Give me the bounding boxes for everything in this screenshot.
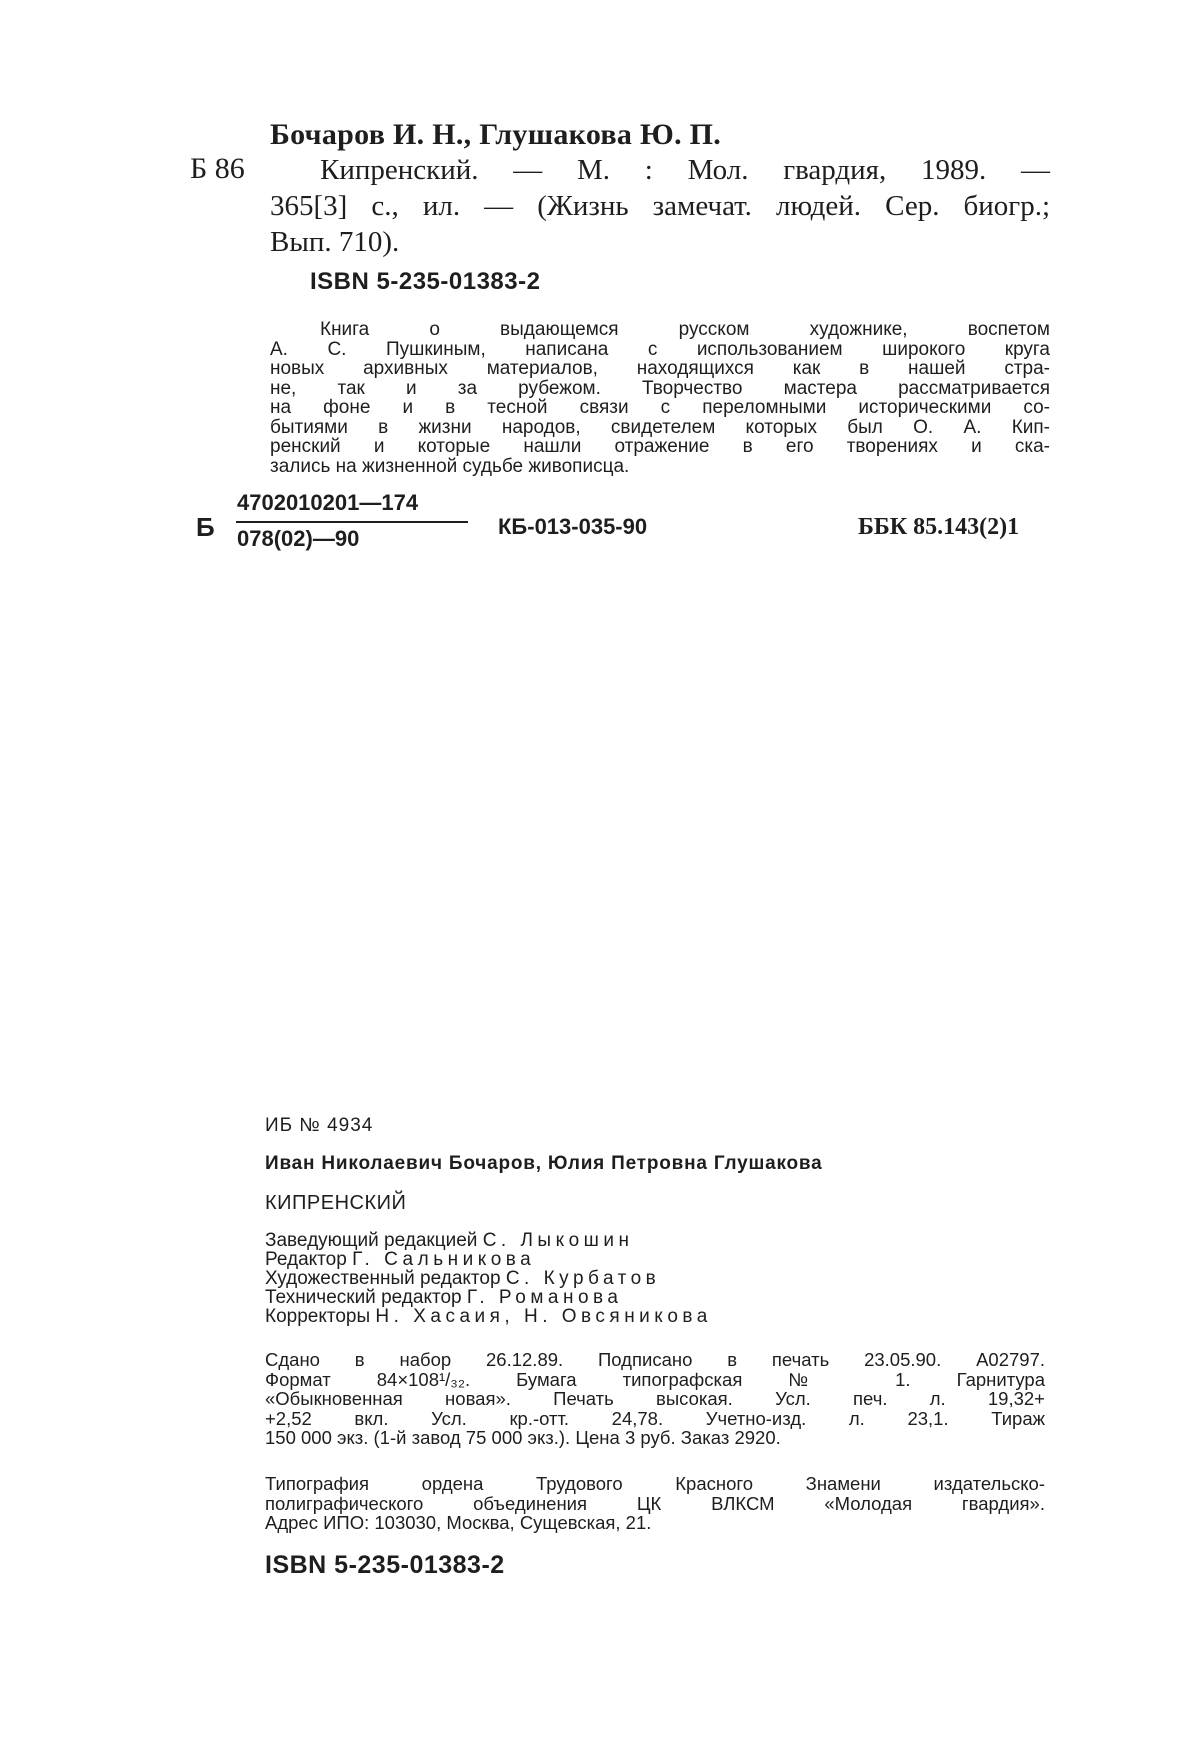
staff-row [265, 1231, 712, 1250]
typography-line: полиграфического объединения ЦК ВЛКСМ «Молодая гвардия». [265, 1492, 1045, 1514]
typography-line: Адрес ИПО: 103030, Москва, Сущевская, 21. [265, 1512, 652, 1533]
typography-address [265, 1474, 1045, 1533]
shelf-mark: Б 86 [190, 152, 245, 185]
annotation-line: зались на жизненной судьбе живописца. [270, 455, 630, 477]
staff-row [265, 1307, 712, 1326]
annotation [270, 320, 1050, 476]
authors-heading: Бочаров И. Н., Глушакова Ю. П. [270, 118, 722, 151]
bibliographic-line: Вып. 710). [270, 226, 400, 258]
staff-row [265, 1288, 712, 1307]
staff-person: Г. Романова [466, 1287, 623, 1308]
annotation-line: ренский и которые нашли отражение в его творениях и ска- [270, 436, 1050, 457]
annotation-line: новых архивных материалов, находящихся как в нашей стра- [270, 358, 1050, 379]
typography-line: Типография ордена Трудового Красного Знамени издательско- [265, 1473, 1045, 1494]
annotation-line: А. С. Пушкиным, написана с использованием широкого круга [270, 338, 1050, 360]
staff-role: Редактор [265, 1249, 347, 1270]
annotation-line: на фоне и в тесной связи с переломными историческими со- [270, 397, 1050, 418]
bbk-code: ББК 85.143(2)1 [858, 514, 1020, 540]
bibliographic-line: Кипренский. — М. : Мол. гвардия, 1989. — [320, 154, 1050, 186]
print-info [265, 1350, 1045, 1448]
staff-person: Н. Хасаия, Н. Овсяникова [375, 1306, 712, 1327]
staff-person: С. Курбатов [505, 1268, 661, 1289]
book-title: КИПРЕНСКИЙ [265, 1192, 407, 1214]
annotation-line: бытиями в жизни народов, свидетелем которых был О. А. Кип- [270, 416, 1050, 438]
isbn-top: ISBN 5-235-01383-2 [310, 268, 541, 295]
staff-list [265, 1231, 712, 1326]
staff-row [265, 1269, 712, 1288]
staff-role: Корректоры [265, 1306, 371, 1327]
isbn-bottom: ISBN 5-235-01383-2 [265, 1551, 505, 1579]
staff-person: С. Лыкошин [482, 1230, 634, 1251]
staff-role: Технический редактор [265, 1287, 462, 1308]
staff-role: Художественный редактор [265, 1268, 501, 1289]
kb-code: КБ-013-035-90 [498, 514, 648, 539]
staff-role: Заведующий редакцией [265, 1230, 478, 1251]
annotation-line: не, так и за рубежом. Творчество мастера рассматривается [270, 377, 1050, 399]
print-info-line: 150 000 экз. (1-й завод 75 000 экз.). Цена 3 руб. Заказ 2920. [265, 1427, 781, 1448]
ib-number: ИБ № 4934 [265, 1115, 374, 1136]
annotation-line: Книга о выдающемся русском художнике, воспетом [320, 319, 1050, 340]
bibliographic-line: 365[3] с., ил. — (Жизнь замечат. людей. Сер. биогр.; [270, 190, 1050, 222]
print-info-line: Сдано в набор 26.12.89. Подписано в печать 23.05.90. А02797. [265, 1349, 1045, 1370]
staff-row [265, 1250, 712, 1269]
fraction-denominator: 078(02)—90 [237, 526, 360, 551]
fraction-bar [236, 521, 468, 523]
print-info-line: +2,52 вкл. Усл. кр.-отт. 24,78. Учетно-изд. л. 23,1. Тираж [265, 1407, 1045, 1429]
fraction-numerator: 4702010201—174 [237, 490, 419, 515]
staff-person: Г. Сальникова [352, 1249, 536, 1270]
print-info-line: Формат 84×108¹/₃₂. Бумага типографская № 1. Гарнитура [265, 1368, 1045, 1390]
author-full-names: Иван Николаевич Бочаров, Юлия Петровна Глушакова [265, 1153, 823, 1174]
index-letter: Б [196, 512, 215, 542]
print-info-line: «Обыкновенная новая». Печать высокая. Усл. печ. л. 19,32+ [265, 1388, 1045, 1409]
